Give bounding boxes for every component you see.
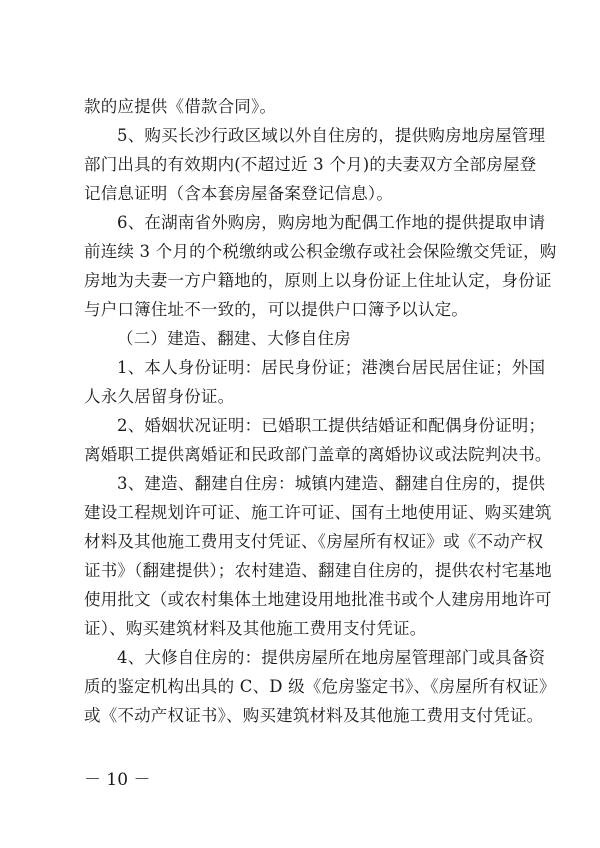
text-line: 人永久居留身份证。 (84, 387, 235, 406)
text-line: （二）建造、翻建、大修自住房 (117, 329, 351, 348)
text-line: 建设工程规划许可证、施工许可证、国有土地使用证、购买建筑 (84, 503, 552, 522)
text-line: 质的鉴定机构出具的 C、D 级《危房鉴定书》、《房屋所有权证》 (84, 677, 556, 696)
text-line: 或《不动产权证书》、购买建筑材料及其他施工费用支付凭证。 (84, 706, 544, 725)
text-line: 2、婚姻状况证明：已婚职工提供结婚证和配偶身份证明； (117, 416, 546, 435)
text-line: 与户口簿住址不一致的，可以提供户口簿予以认定。 (84, 300, 469, 319)
text-line: 3、建造、翻建自住房：城镇内建造、翻建自住房的，提供 (117, 474, 546, 493)
text-line: 记信息证明（含本套房屋备案登记信息）。 (84, 184, 394, 203)
text-line: 前连续 3 个月的个税缴纳或公积金缴存或社会保险缴交凭证，购 (84, 242, 557, 261)
text-line: 证）、购买建筑材料及其他施工费用支付凭证。 (84, 619, 427, 638)
page-number: － 10 － (84, 770, 151, 790)
text-line: 房地为夫妻一方户籍地的，原则上以身份证上住址认定，身份证 (84, 271, 552, 290)
text-line: 款的应提供《借款合同》。 (84, 97, 277, 116)
text-line: 证书》（翻建提供）；农村建造、翻建自住房的，提供农村宅基地 (84, 561, 552, 580)
text-line: 5、购买长沙行政区域以外自住房的，提供购房地房屋管理 (117, 126, 546, 145)
text-line: 部门出具的有效期内(不超过近 3 个月)的夫妻双方全部房屋登 (84, 155, 537, 174)
text-line: 6、在湖南省外购房，购房地为配偶工作地的提供提取申请 (117, 213, 546, 232)
text-line: 1、本人身份证明：居民身份证；港澳台居民居住证；外国 (117, 358, 546, 377)
text-line: 4、大修自住房的：提供房屋所在地房屋管理部门或具备资 (117, 648, 546, 667)
text-line: 使用批文（或农村集体土地建设用地批准书或个人建房用地许可 (84, 590, 552, 609)
text-line: 材料及其他施工费用支付凭证、《房屋所有权证》或《不动产权 (84, 532, 544, 551)
document-body (84, 92, 557, 730)
text-line: 离婚职工提供离婚证和民政部门盖章的离婚协议或法院判决书。 (84, 445, 552, 464)
